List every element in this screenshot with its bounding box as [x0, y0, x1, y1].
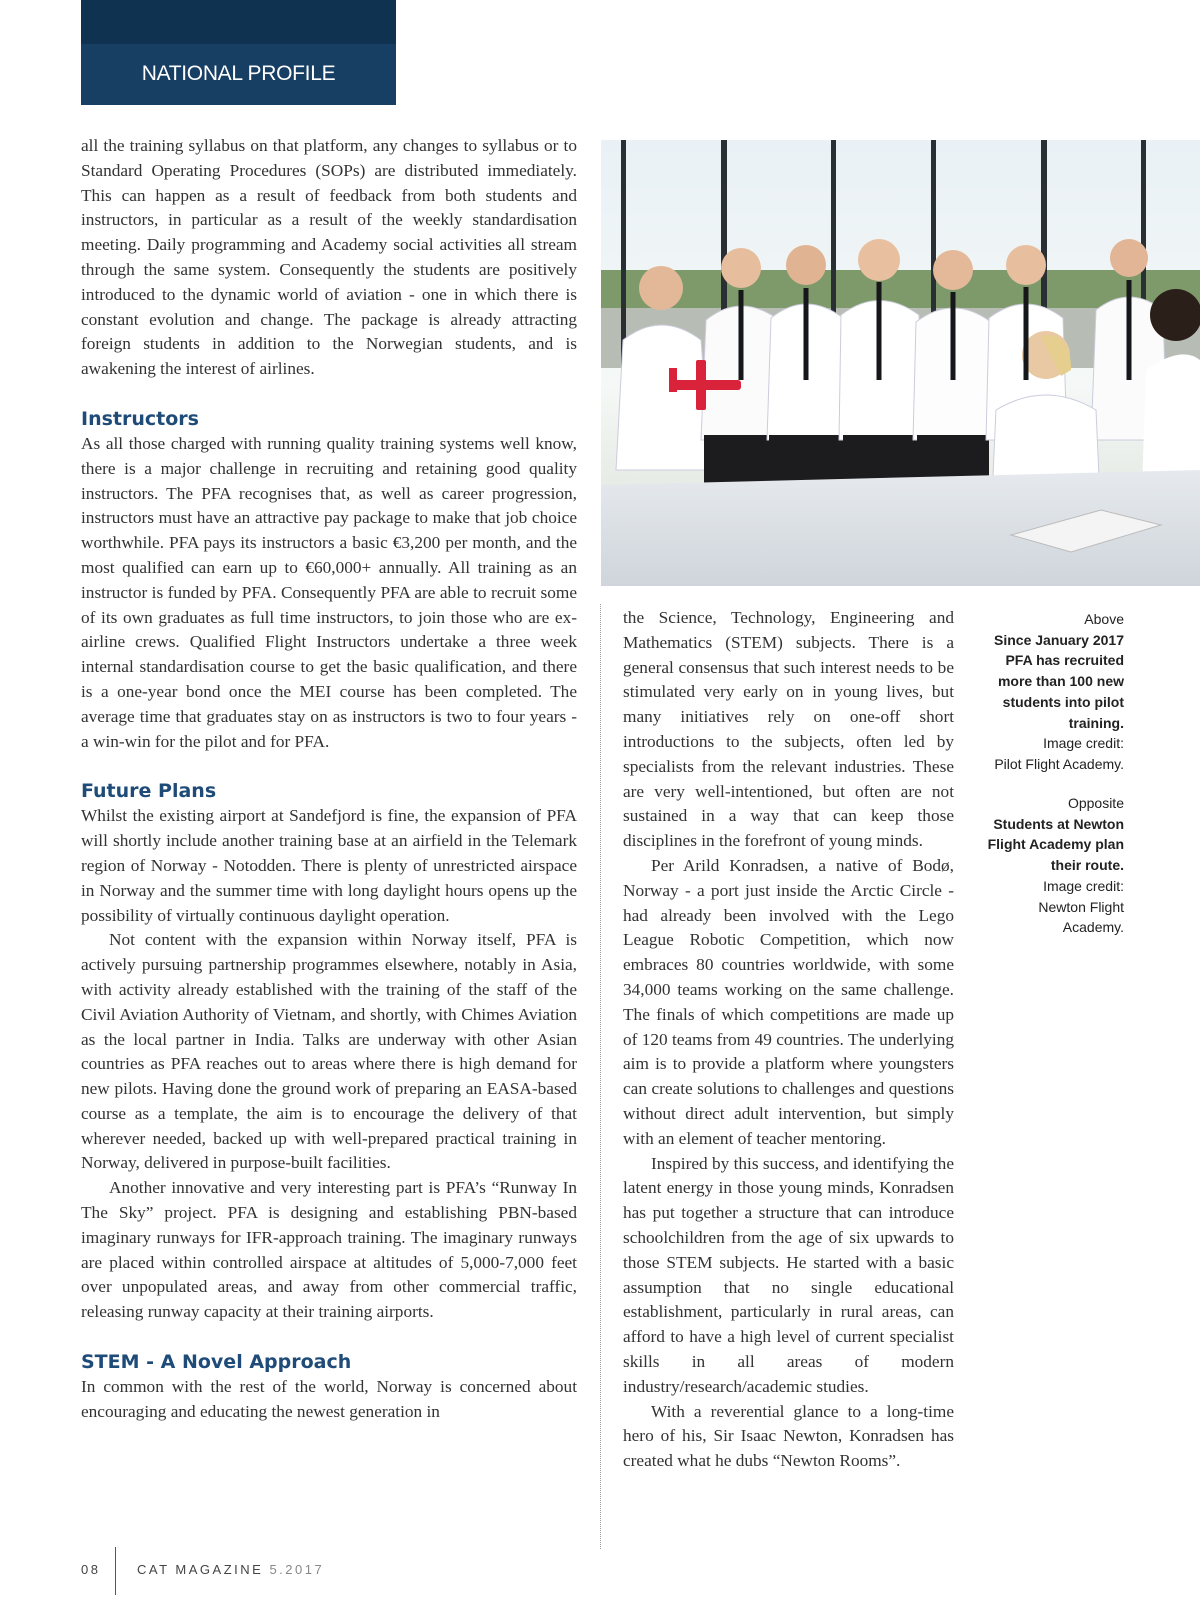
heading-stem: STEM - A Novel Approach [81, 1351, 352, 1374]
middle-column [623, 606, 954, 1474]
magazine-title: CAT MAGAZINE [137, 1562, 264, 1577]
paragraph: As all those charged with running quality training systems well know, there is a major challenge in recruiting and retaining good quality instructors. The PFA recognises that, as well as career progression, instructors must have an attractive pay package to make that job choice worthwhile. PFA pays its instructors a basic €3,200 per month, and the most qualified can earn up to €60,000+ annually. All training as an instructor is funded by PFA. Consequently PFA are able to recruit some of its own graduates as full time instructors, to join those who are ex-airline crews. Qualified Flight Instructors undertake a three week internal standardisation course to get the basic qualification, and there is a one-year bond once the MEI course has been completed. The average time that graduates stay on as instructors is two to four years - a win-win for the pilot and for PFA. [81, 433, 577, 751]
paragraph: Another innovative and very interesting part is PFA’s “Runway In The Sky” project. PFA is designing and establishing PBN-based imaginary runways for IFR-approach training. The imaginary runways are placed within controlled airspace at altitudes of 5,000-7,000 feet over unpopulated areas, and away from other commercial traffic, releasing runway capacity at their training airports. [81, 1178, 577, 1322]
caption-text: Students at Newton Flight Academy plan their route. [987, 815, 1124, 874]
magazine-name [137, 1562, 324, 1577]
paragraph: Per Arild Konradsen, a native of Bodø, Norway - a port just inside the Arctic Circle - had already been involved with the Lego League Robotic Competition, which now embraces 80 countries worldwide, with some 34,000 teams working on the same challenge. The finals of which competitions are made up of 120 teams from 49 countries. The underlying aim is to provide a platform where youngsters can create solutions to challenges and questions without direct adult intervention, but simply with an element of teacher mentoring. [623, 855, 954, 1148]
section-title: NATIONAL PROFILE [141, 62, 336, 85]
heading-instructors: Instructors [81, 407, 199, 430]
heading-future-plans: Future Plans [81, 780, 217, 803]
paragraph: the Science, Technology, Engineering and Mathematics (STEM) subjects. There is a general consensus that such interest needs to be stimulated very early on in young lives, but many initiatives rely on one-off short introductions to the subjects, often led by specialists from the relevant industries. These are very well-intentioned, but often are not sustained in a way that can keep those disciplines in the forefront of young minds. [623, 608, 954, 851]
paragraph: With a reverential glance to a long-time hero of his, Sir Isaac Newton, Konradsen has created what he dubs “Newton Rooms”. [623, 1401, 954, 1471]
paragraph: Not content with the expansion within Norway itself, PFA is actively pursuing partnership programmes elsewhere, notably in Asia, with activity already established with the training of the staff of the Civil Aviation Authority of Vietnam, and shortly, with Chimes Aviation as the local partner in India. Talks are underway with other Asian countries as PFA reaches out to areas where there is high demand for new pilots. Having done the ground work of preparing an EASA-based course as a template, the aim is to encourage the delivery of that wherever needed, backed up with well-prepared practical training in Norway, delivered in purpose-built facilities. [81, 930, 577, 1173]
column-divider [600, 604, 601, 1549]
photo-caption-opposite [978, 793, 1124, 938]
caption-label: Above [1084, 611, 1124, 627]
photo-caption-above [978, 609, 1124, 775]
caption-credit-label: Image credit: [1043, 735, 1124, 752]
paragraph: Whilst the existing airport at Sandefjord is fine, the expansion of PFA will shortly include another training base at an airfield in the Telemark region of Norway - Notodden. There is plenty of unrestricted airspace in Norway and the summer time with long daylight hours opens up the possibility of virtually continuous daylight operation. [81, 806, 577, 925]
group-photo [601, 140, 1200, 586]
caption-label: Opposite [1067, 795, 1124, 811]
paragraph: In common with the rest of the world, Norway is concerned about encouraging and educating the newest generation in [81, 1377, 577, 1421]
caption-credit: Newton Flight Academy. [1038, 898, 1124, 936]
caption-credit-label: Image credit: [1043, 877, 1124, 894]
left-column [81, 134, 577, 1425]
section-tab [81, 0, 396, 105]
page-number: 08 [81, 1562, 101, 1577]
caption-text: Since January 2017 PFA has recruited more than 100 new students into pilot training. [994, 631, 1124, 731]
caption-credit: Pilot Flight Academy. [994, 755, 1124, 772]
footer-rule [115, 1547, 116, 1595]
paragraph: Inspired by this success, and identifying the latent energy in those young minds, Konradsen has put together a structure that can introduce schoolchildren from the age of six upwards to those STEM subjects. He started with a basic assumption that no single educational establishment, particularly in rural areas, can afford to have a high level of current specialist skills in all areas of modern industry/research/academic studies. [623, 1153, 954, 1396]
issue-number: 5.2017 [269, 1562, 325, 1577]
paragraph: all the training syllabus on that platform, any changes to syllabus or to Standard Operating Procedures (SOPs) are distributed immediately. This can happen as a result of feedback from both students and instructors, in particular as a result of the weekly standardisation meeting. Daily programming and Academy social activities all stream through the same system. Consequently the students are positively introduced to the dynamic world of aviation - one in which there is constant evolution and change. The package is already attracting foreign students in addition to the Norwegian students, and is awakening the interest of airlines. [81, 136, 577, 379]
